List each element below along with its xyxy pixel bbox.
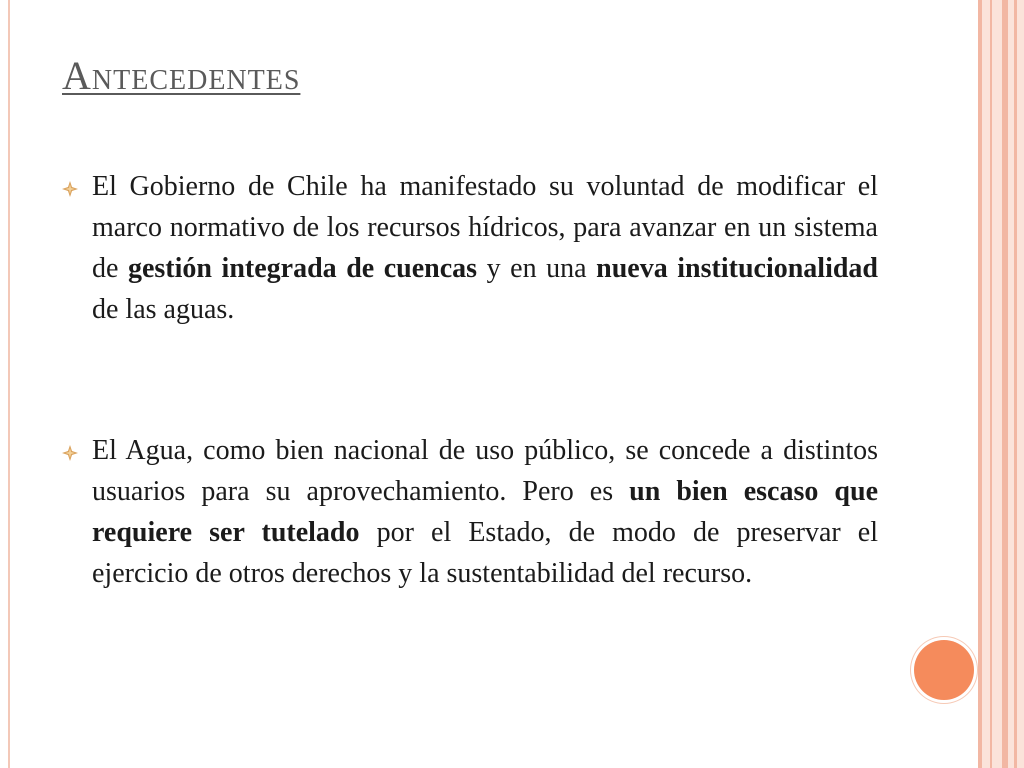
bullet-text-bold: un bien escaso que requiere ser tutelado bbox=[92, 476, 878, 548]
right-stripe bbox=[990, 0, 992, 768]
bullet-text-segment: y en una bbox=[477, 253, 597, 284]
slide-title: Antecedentes bbox=[62, 53, 301, 98]
bullet-text-segment: El Gobierno de Chile ha manifestado su voluntad de modificar el marco normativo de los recursos hídricos, para avanzar en un sistema de bbox=[92, 171, 878, 284]
left-border-line bbox=[8, 0, 10, 768]
bullet-text bbox=[92, 430, 878, 594]
bullet-text-bold: gestión integrada de cuencas bbox=[127, 253, 478, 284]
bullet-text-bold: nueva institucionalidad bbox=[596, 253, 878, 284]
bullet-text-segment: El Agua, como bien nacional de uso público, se concede a distintos usuarios para su aprovechamiento. Pero es bbox=[92, 435, 878, 507]
bullet-text-segment: de las aguas. bbox=[92, 294, 235, 325]
diamond-bullet-icon bbox=[62, 430, 92, 594]
orange-circle-decoration bbox=[914, 640, 974, 700]
right-stripe bbox=[1014, 0, 1017, 768]
bullet-text-segment: por el Estado, de modo de preservar el ejercicio de otros derechos y la sustentabilidad del recurso. bbox=[92, 517, 879, 589]
diamond-bullet-icon bbox=[62, 166, 92, 330]
bullet-item bbox=[62, 166, 878, 330]
right-decorative-panel bbox=[978, 0, 1024, 768]
bullet-text bbox=[92, 166, 878, 330]
right-stripe bbox=[978, 0, 982, 768]
bullet-item bbox=[62, 430, 878, 594]
right-stripe bbox=[1002, 0, 1008, 768]
